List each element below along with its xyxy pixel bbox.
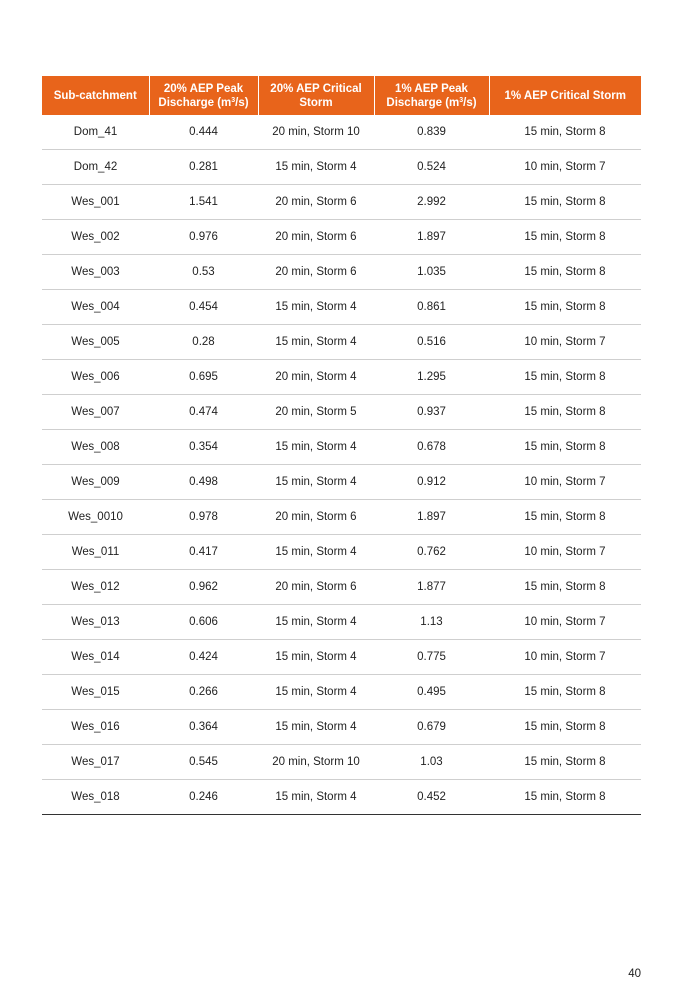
cell-1-aep-critical-storm: 10 min, Storm 7 [489,535,641,570]
cell-1-aep-critical-storm: 15 min, Storm 8 [489,500,641,535]
header-1-aep-peak-discharge-text: 1% AEP Peak Discharge (m [386,82,468,109]
cell-20-aep-peak-discharge: 0.474 [149,395,258,430]
cell-1-aep-critical-storm: 10 min, Storm 7 [489,640,641,675]
cell-1-aep-critical-storm: 15 min, Storm 8 [489,255,641,290]
cell-20-aep-peak-discharge: 0.354 [149,430,258,465]
cell-1-aep-critical-storm: 15 min, Storm 8 [489,395,641,430]
cell-20-aep-peak-discharge: 0.28 [149,325,258,360]
cell-20-aep-critical-storm: 15 min, Storm 4 [258,290,374,325]
header-1-aep-superscript: 3 [459,96,464,104]
cell-sub-catchment: Wes_015 [42,675,149,710]
cell-1-aep-peak-discharge: 1.035 [374,255,489,290]
cell-1-aep-peak-discharge: 0.516 [374,325,489,360]
cell-sub-catchment: Wes_005 [42,325,149,360]
cell-1-aep-peak-discharge: 0.775 [374,640,489,675]
table-row [42,290,641,325]
cell-1-aep-peak-discharge: 2.992 [374,185,489,220]
cell-sub-catchment: Wes_008 [42,430,149,465]
cell-1-aep-peak-discharge: 0.524 [374,150,489,185]
table-row [42,780,641,815]
cell-sub-catchment: Wes_007 [42,395,149,430]
table-header [42,76,641,115]
cell-sub-catchment: Wes_013 [42,605,149,640]
cell-20-aep-critical-storm: 15 min, Storm 4 [258,675,374,710]
cell-20-aep-critical-storm: 15 min, Storm 4 [258,325,374,360]
cell-20-aep-critical-storm: 15 min, Storm 4 [258,430,374,465]
cell-sub-catchment: Wes_002 [42,220,149,255]
cell-1-aep-critical-storm: 15 min, Storm 8 [489,675,641,710]
cell-sub-catchment: Wes_016 [42,710,149,745]
table-row [42,465,641,500]
cell-1-aep-critical-storm: 10 min, Storm 7 [489,605,641,640]
cell-sub-catchment: Wes_017 [42,745,149,780]
cell-20-aep-critical-storm: 20 min, Storm 10 [258,745,374,780]
cell-20-aep-critical-storm: 20 min, Storm 6 [258,570,374,605]
cell-20-aep-peak-discharge: 0.444 [149,115,258,150]
table-row [42,710,641,745]
cell-1-aep-peak-discharge: 1.877 [374,570,489,605]
header-20-aep-critical-storm: 20% AEP Critical Storm [258,76,374,115]
discharge-table [42,76,641,815]
cell-20-aep-peak-discharge: 0.606 [149,605,258,640]
cell-20-aep-critical-storm: 15 min, Storm 4 [258,605,374,640]
cell-1-aep-peak-discharge: 0.937 [374,395,489,430]
table-row [42,115,641,150]
cell-20-aep-peak-discharge: 0.545 [149,745,258,780]
cell-sub-catchment: Wes_014 [42,640,149,675]
cell-1-aep-critical-storm: 15 min, Storm 8 [489,430,641,465]
cell-20-aep-critical-storm: 20 min, Storm 5 [258,395,374,430]
cell-1-aep-peak-discharge: 0.861 [374,290,489,325]
cell-20-aep-peak-discharge: 0.695 [149,360,258,395]
cell-20-aep-critical-storm: 15 min, Storm 4 [258,465,374,500]
cell-sub-catchment: Wes_006 [42,360,149,395]
cell-20-aep-peak-discharge: 0.498 [149,465,258,500]
header-20-aep-peak-discharge-text: 20% AEP Peak Discharge (m [158,82,244,109]
table-row [42,325,641,360]
cell-1-aep-peak-discharge: 0.495 [374,675,489,710]
cell-1-aep-peak-discharge: 0.678 [374,430,489,465]
cell-20-aep-peak-discharge: 0.281 [149,150,258,185]
cell-sub-catchment: Wes_012 [42,570,149,605]
header-20-aep-unit-suffix: /s) [235,96,249,109]
table-row [42,395,641,430]
cell-1-aep-critical-storm: 15 min, Storm 8 [489,780,641,815]
table-body [42,115,641,815]
cell-1-aep-peak-discharge: 1.897 [374,500,489,535]
cell-sub-catchment: Dom_41 [42,115,149,150]
table-row [42,675,641,710]
cell-20-aep-critical-storm: 20 min, Storm 6 [258,185,374,220]
cell-20-aep-peak-discharge: 0.53 [149,255,258,290]
table-row [42,500,641,535]
header-row [42,76,641,115]
header-1-aep-peak-discharge [374,76,489,115]
cell-1-aep-critical-storm: 15 min, Storm 8 [489,290,641,325]
cell-1-aep-peak-discharge: 1.13 [374,605,489,640]
cell-20-aep-critical-storm: 20 min, Storm 10 [258,115,374,150]
cell-1-aep-peak-discharge: 0.679 [374,710,489,745]
table-row [42,570,641,605]
cell-20-aep-peak-discharge: 0.424 [149,640,258,675]
table-row [42,535,641,570]
cell-1-aep-peak-discharge: 0.912 [374,465,489,500]
table-row [42,640,641,675]
cell-1-aep-peak-discharge: 1.295 [374,360,489,395]
header-1-aep-critical-storm: 1% AEP Critical Storm [489,76,641,115]
cell-sub-catchment: Wes_011 [42,535,149,570]
cell-1-aep-critical-storm: 10 min, Storm 7 [489,150,641,185]
cell-20-aep-critical-storm: 20 min, Storm 6 [258,220,374,255]
cell-1-aep-peak-discharge: 1.897 [374,220,489,255]
cell-20-aep-peak-discharge: 1.541 [149,185,258,220]
cell-1-aep-peak-discharge: 1.03 [374,745,489,780]
cell-20-aep-peak-discharge: 0.978 [149,500,258,535]
cell-20-aep-critical-storm: 20 min, Storm 4 [258,360,374,395]
cell-20-aep-critical-storm: 20 min, Storm 6 [258,500,374,535]
cell-1-aep-peak-discharge: 0.762 [374,535,489,570]
cell-20-aep-critical-storm: 15 min, Storm 4 [258,780,374,815]
cell-20-aep-critical-storm: 15 min, Storm 4 [258,535,374,570]
cell-20-aep-critical-storm: 20 min, Storm 6 [258,255,374,290]
page-number: 40 [628,968,641,980]
cell-1-aep-critical-storm: 15 min, Storm 8 [489,220,641,255]
table-row [42,430,641,465]
cell-1-aep-peak-discharge: 0.839 [374,115,489,150]
cell-20-aep-peak-discharge: 0.976 [149,220,258,255]
cell-20-aep-critical-storm: 15 min, Storm 4 [258,640,374,675]
cell-sub-catchment: Wes_001 [42,185,149,220]
cell-sub-catchment: Wes_009 [42,465,149,500]
table-row [42,360,641,395]
table-row [42,605,641,640]
table-row [42,745,641,780]
cell-20-aep-peak-discharge: 0.364 [149,710,258,745]
cell-1-aep-critical-storm: 15 min, Storm 8 [489,115,641,150]
cell-sub-catchment: Dom_42 [42,150,149,185]
cell-1-aep-critical-storm: 10 min, Storm 7 [489,465,641,500]
header-1-aep-unit-suffix: /s) [463,96,477,109]
cell-sub-catchment: Wes_004 [42,290,149,325]
cell-1-aep-critical-storm: 15 min, Storm 8 [489,710,641,745]
table-row [42,255,641,290]
cell-20-aep-peak-discharge: 0.962 [149,570,258,605]
cell-20-aep-peak-discharge: 0.417 [149,535,258,570]
table-row [42,220,641,255]
cell-sub-catchment: Wes_0010 [42,500,149,535]
cell-1-aep-critical-storm: 15 min, Storm 8 [489,185,641,220]
cell-1-aep-critical-storm: 15 min, Storm 8 [489,570,641,605]
cell-sub-catchment: Wes_003 [42,255,149,290]
cell-1-aep-peak-discharge: 0.452 [374,780,489,815]
cell-1-aep-critical-storm: 15 min, Storm 8 [489,360,641,395]
cell-sub-catchment: Wes_018 [42,780,149,815]
cell-1-aep-critical-storm: 10 min, Storm 7 [489,325,641,360]
cell-1-aep-critical-storm: 15 min, Storm 8 [489,745,641,780]
cell-20-aep-peak-discharge: 0.266 [149,675,258,710]
cell-20-aep-peak-discharge: 0.246 [149,780,258,815]
cell-20-aep-peak-discharge: 0.454 [149,290,258,325]
header-sub-catchment: Sub-catchment [42,76,149,115]
cell-20-aep-critical-storm: 15 min, Storm 4 [258,150,374,185]
header-20-aep-superscript: 3 [231,96,236,104]
header-20-aep-peak-discharge [149,76,258,115]
table-row [42,150,641,185]
table-row [42,185,641,220]
cell-20-aep-critical-storm: 15 min, Storm 4 [258,710,374,745]
